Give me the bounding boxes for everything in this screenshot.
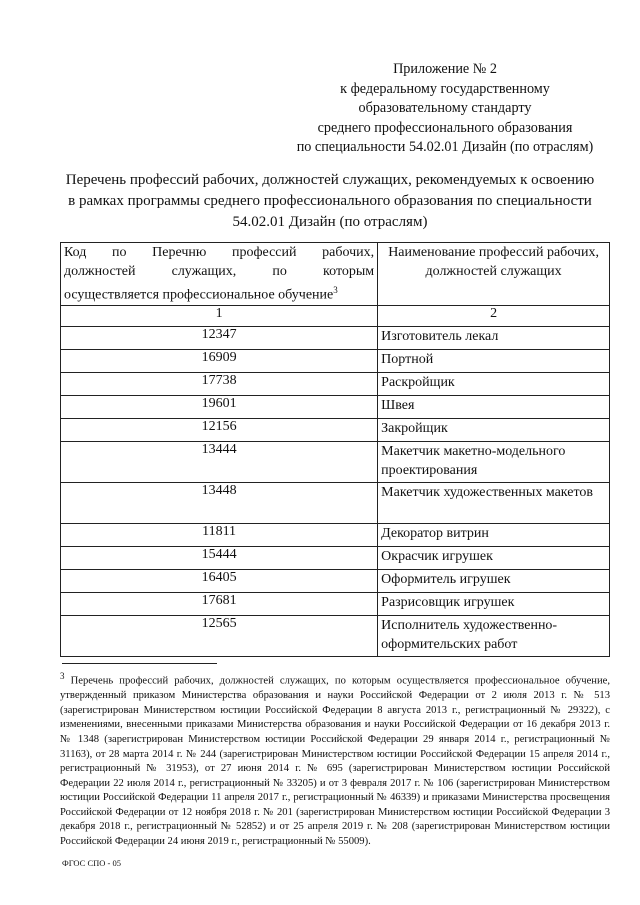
table-row <box>61 569 610 592</box>
footnote <box>60 669 610 850</box>
title-line-1: Перечень профессий рабочих, должностей служащих, рекомендуемых к освоению <box>65 172 595 188</box>
profession-code: 16909 <box>61 349 378 372</box>
appendix-line-3: образовательному стандарту <box>358 100 532 116</box>
table-row <box>61 441 610 482</box>
header-name-cell: Наименование профессий рабочих, должностей служащих <box>378 243 610 306</box>
footnote-marker: 3 <box>60 671 65 681</box>
table-row <box>61 418 610 441</box>
profession-name: Окрасчик игрушек <box>378 546 610 569</box>
profession-code: 19601 <box>61 395 378 418</box>
table-row <box>61 372 610 395</box>
profession-code: 12565 <box>61 615 378 656</box>
page-footer: ФГОС СПО - 05 <box>62 858 121 868</box>
profession-name: Макетчик макетно-модельного проектирования <box>378 441 610 482</box>
appendix-line-1: Приложение № 2 <box>393 61 497 77</box>
table-row <box>61 326 610 349</box>
column-number-1: 1 <box>61 305 378 326</box>
header-code-line-3-text: осуществляется профессиональное обучение <box>64 287 334 303</box>
profession-name: Макетчик художественных макетов <box>378 482 610 523</box>
profession-name: Оформитель игрушек <box>378 569 610 592</box>
table-row <box>61 349 610 372</box>
profession-code: 12347 <box>61 326 378 349</box>
profession-code: 17738 <box>61 372 378 395</box>
footnote-divider <box>62 663 217 664</box>
profession-code: 17681 <box>61 592 378 615</box>
table-row <box>61 592 610 615</box>
profession-name: Швея <box>378 395 610 418</box>
profession-name: Закройщик <box>378 418 610 441</box>
profession-code: 12156 <box>61 418 378 441</box>
appendix-line-2: к федеральному государственному <box>340 80 550 97</box>
document-title <box>40 170 620 233</box>
column-number-2: 2 <box>378 305 610 326</box>
profession-name: Исполнитель художественно-оформительских работ <box>378 615 610 656</box>
header-code-cell <box>61 243 378 306</box>
column-number-row <box>61 305 610 326</box>
table-row <box>61 482 610 523</box>
table-row <box>61 546 610 569</box>
table-row <box>61 523 610 546</box>
title-line-3: 54.02.01 Дизайн (по отраслям) <box>232 214 428 230</box>
header-code-line-3 <box>64 281 374 305</box>
profession-code: 15444 <box>61 546 378 569</box>
profession-name: Портной <box>378 349 610 372</box>
header-code-line-2: должностей служащих, по которым <box>64 264 375 279</box>
professions-table <box>60 242 610 657</box>
profession-code: 11811 <box>61 523 378 546</box>
appendix-line-5: по специальности 54.02.01 Дизайн (по отраслям) <box>296 139 594 155</box>
footnote-text: Перечень профессий рабочих, должностей служащих, по которым осуществляется профессиональное обучение, утвержденный приказом Министерства образования и науки Российской Федерации от 2 июля 2013 г. № 513 (зарегистрирован Министерством юстиции Российской Федерации 8 августа 2013 г., регистрационный № 29322), с изменениями, внесенными приказами Министерства образования и науки Российской Федерации от 16 декабря 2013 г. № 1348 (зарегистрирован Министерством юстиции Российской Федерации 29 января 2014 г., регистрационный № 31163), от 28 марта 2014 г. № 244 (зарегистрирован Министерством юстиции Российской Федерации 15 апреля 2014 г., регистрационный № 31953), от 27 июня 2014 г. № 695 (зарегистрирован Министерством юстиции Российской Федерации 22 июля 2014 г., регистрационный № 33205) и от 3 февраля 2017 г. № 106 (зарегистрирован Министерством юстиции Российской Федерации 11 апреля 2017 г., регистрационный № 46339) и приказами Министерства просвещения Российской Федерации от 12 ноября 2018 г. № 201 (зарегистрирован Министерством юстиции Российской Федерации 3 декабря 2018 г., регистрационный № 52852) и от 25 апреля 2019 г. № 208 (зарегистрирован Министерством юстиции Российской Федерации 24 июня 2019 г., регистрационный № 55009). <box>60 675 610 848</box>
title-line-2: в рамках программы среднего профессионального образования по специальности <box>68 193 592 209</box>
header-code-line-1: Код по Перечню профессий рабочих, <box>64 245 375 260</box>
appendix-line-4: среднего профессионального образования <box>317 119 573 136</box>
profession-code: 13448 <box>61 482 378 523</box>
profession-code: 16405 <box>61 569 378 592</box>
profession-name: Декоратор витрин <box>378 523 610 546</box>
footnote-ref: 3 <box>333 285 338 295</box>
profession-code: 13444 <box>61 441 378 482</box>
profession-name: Раскройщик <box>378 372 610 395</box>
table-row <box>61 395 610 418</box>
table-row <box>61 615 610 656</box>
appendix-header <box>280 60 610 158</box>
profession-name: Изготовитель лекал <box>378 326 610 349</box>
profession-name: Разрисовщик игрушек <box>378 592 610 615</box>
table-header-row <box>61 243 610 306</box>
